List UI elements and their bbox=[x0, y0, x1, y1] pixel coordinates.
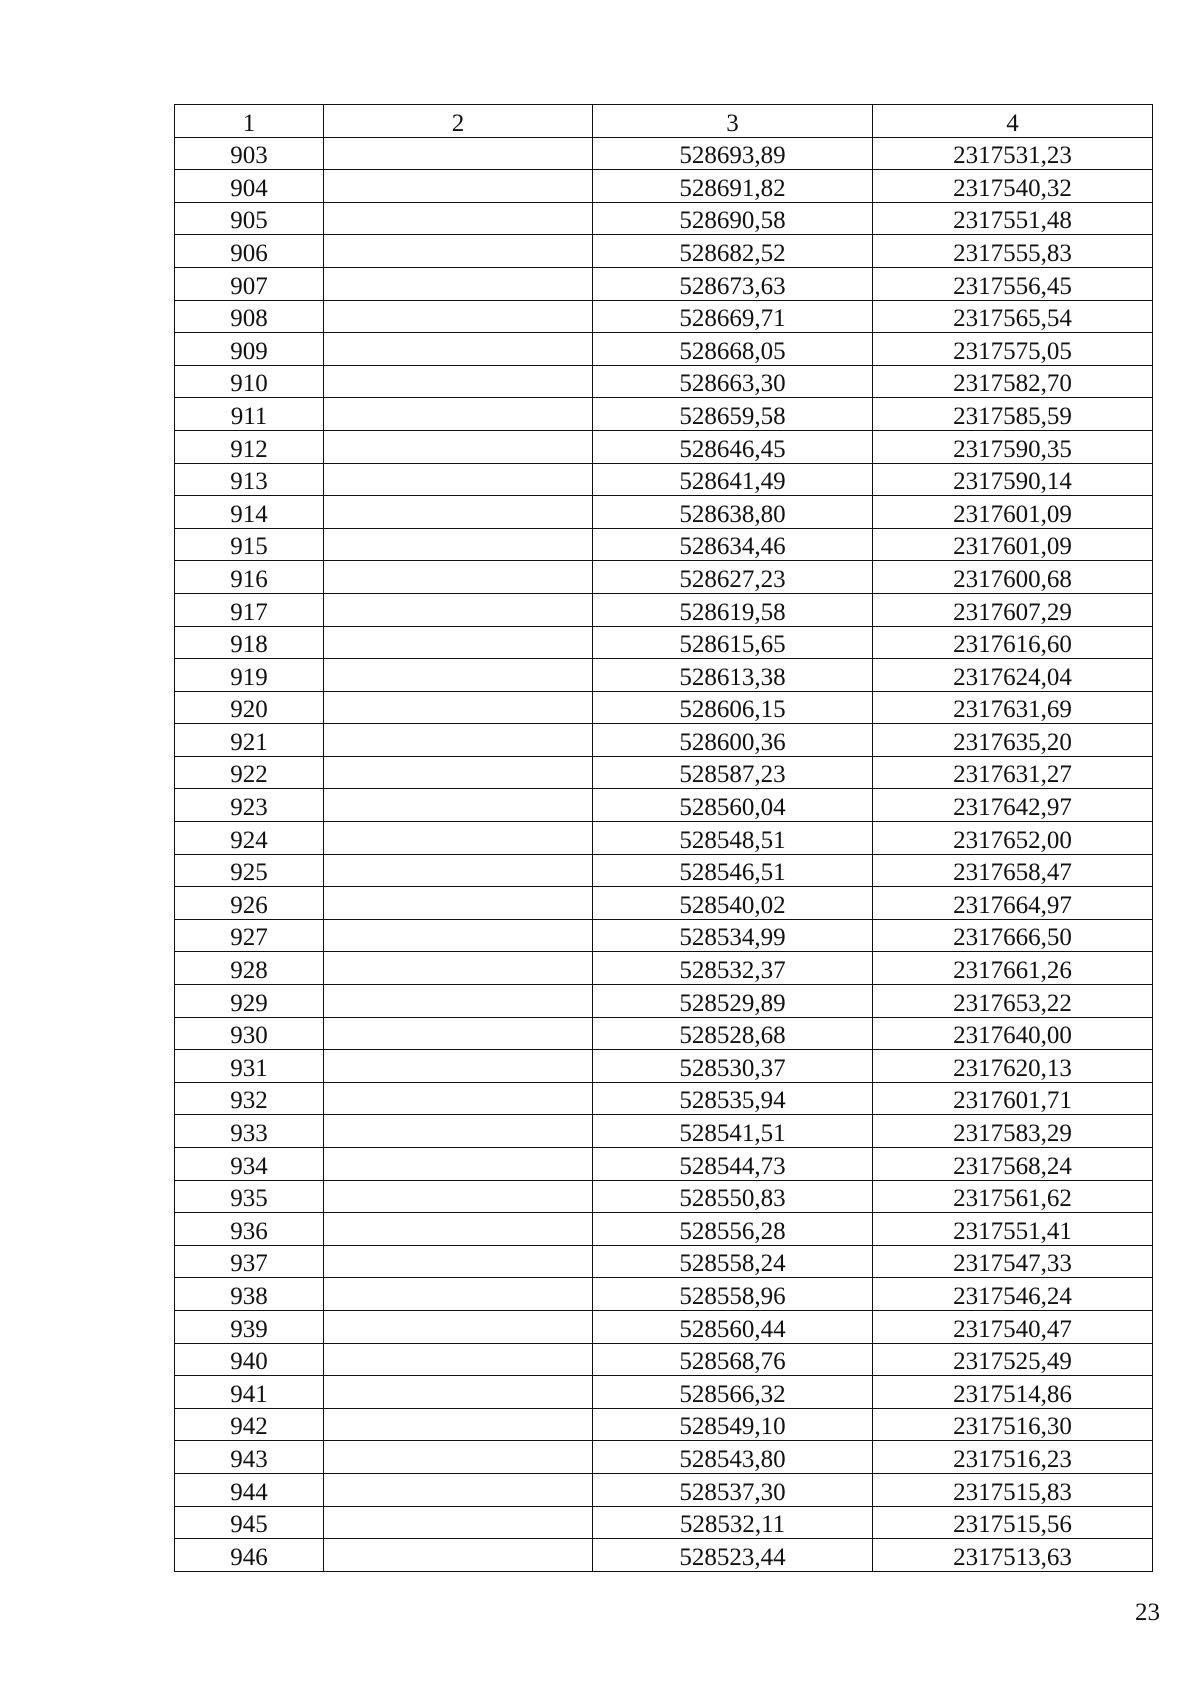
description-cell bbox=[324, 333, 593, 366]
y-coordinate-cell: 2317601,09 bbox=[873, 496, 1153, 529]
y-coordinate-cell: 2317582,70 bbox=[873, 365, 1153, 398]
description-cell bbox=[324, 365, 593, 398]
description-cell bbox=[324, 528, 593, 561]
y-coordinate-cell: 2317653,22 bbox=[873, 985, 1153, 1018]
x-coordinate-cell: 528541,51 bbox=[593, 1115, 873, 1148]
y-coordinate-cell: 2317664,97 bbox=[873, 887, 1153, 920]
y-coordinate-cell: 2317642,97 bbox=[873, 789, 1153, 822]
x-coordinate-cell: 528535,94 bbox=[593, 1082, 873, 1115]
table-row bbox=[175, 1310, 1153, 1343]
x-coordinate-cell: 528587,23 bbox=[593, 756, 873, 789]
table-row bbox=[175, 887, 1153, 920]
point-number-cell: 914 bbox=[175, 496, 324, 529]
x-coordinate-cell: 528556,28 bbox=[593, 1213, 873, 1246]
y-coordinate-cell: 2317624,04 bbox=[873, 659, 1153, 692]
point-number-cell: 908 bbox=[175, 300, 324, 333]
x-coordinate-cell: 528537,30 bbox=[593, 1473, 873, 1506]
table-row bbox=[175, 822, 1153, 855]
point-number-cell: 939 bbox=[175, 1310, 324, 1343]
x-coordinate-cell: 528543,80 bbox=[593, 1441, 873, 1474]
description-cell bbox=[324, 1148, 593, 1181]
x-coordinate-cell: 528669,71 bbox=[593, 300, 873, 333]
point-number-cell: 913 bbox=[175, 463, 324, 496]
x-coordinate-cell: 528550,83 bbox=[593, 1180, 873, 1213]
page-number: 23 bbox=[1135, 1599, 1160, 1626]
y-coordinate-cell: 2317546,24 bbox=[873, 1278, 1153, 1311]
table-body bbox=[175, 137, 1153, 1571]
description-cell bbox=[324, 1278, 593, 1311]
description-cell bbox=[324, 1180, 593, 1213]
table-row bbox=[175, 985, 1153, 1018]
point-number-cell: 944 bbox=[175, 1473, 324, 1506]
y-coordinate-cell: 2317568,24 bbox=[873, 1148, 1153, 1181]
x-coordinate-cell: 528560,44 bbox=[593, 1310, 873, 1343]
point-number-cell: 923 bbox=[175, 789, 324, 822]
x-coordinate-cell: 528568,76 bbox=[593, 1343, 873, 1376]
description-cell bbox=[324, 854, 593, 887]
table-row bbox=[175, 919, 1153, 952]
y-coordinate-cell: 2317531,23 bbox=[873, 137, 1153, 170]
x-coordinate-cell: 528544,73 bbox=[593, 1148, 873, 1181]
description-cell bbox=[324, 463, 593, 496]
y-coordinate-cell: 2317590,35 bbox=[873, 430, 1153, 463]
table-row bbox=[175, 430, 1153, 463]
description-cell bbox=[324, 202, 593, 235]
header-row bbox=[175, 105, 1153, 138]
table-row bbox=[175, 1082, 1153, 1115]
point-number-cell: 938 bbox=[175, 1278, 324, 1311]
description-cell bbox=[324, 659, 593, 692]
point-number-cell: 922 bbox=[175, 756, 324, 789]
x-coordinate-cell: 528682,52 bbox=[593, 235, 873, 268]
description-cell bbox=[324, 756, 593, 789]
point-number-cell: 921 bbox=[175, 724, 324, 757]
description-cell bbox=[324, 300, 593, 333]
table-row bbox=[175, 1408, 1153, 1441]
y-coordinate-cell: 2317661,26 bbox=[873, 952, 1153, 985]
point-number-cell: 928 bbox=[175, 952, 324, 985]
description-cell bbox=[324, 789, 593, 822]
table-row bbox=[175, 952, 1153, 985]
x-coordinate-cell: 528641,49 bbox=[593, 463, 873, 496]
y-coordinate-cell: 2317635,20 bbox=[873, 724, 1153, 757]
table-row bbox=[175, 365, 1153, 398]
table-row bbox=[175, 202, 1153, 235]
table-row bbox=[175, 1473, 1153, 1506]
point-number-cell: 911 bbox=[175, 398, 324, 431]
description-cell bbox=[324, 822, 593, 855]
table-row bbox=[175, 235, 1153, 268]
description-cell bbox=[324, 1310, 593, 1343]
y-coordinate-cell: 2317551,48 bbox=[873, 202, 1153, 235]
x-coordinate-cell: 528540,02 bbox=[593, 887, 873, 920]
description-cell bbox=[324, 561, 593, 594]
y-coordinate-cell: 2317620,13 bbox=[873, 1050, 1153, 1083]
point-number-cell: 910 bbox=[175, 365, 324, 398]
point-number-cell: 909 bbox=[175, 333, 324, 366]
point-number-cell: 915 bbox=[175, 528, 324, 561]
y-coordinate-cell: 2317513,63 bbox=[873, 1539, 1153, 1572]
point-number-cell: 924 bbox=[175, 822, 324, 855]
point-number-cell: 920 bbox=[175, 691, 324, 724]
point-number-cell: 906 bbox=[175, 235, 324, 268]
point-number-cell: 905 bbox=[175, 202, 324, 235]
x-coordinate-cell: 528549,10 bbox=[593, 1408, 873, 1441]
x-coordinate-cell: 528691,82 bbox=[593, 170, 873, 203]
y-coordinate-cell: 2317640,00 bbox=[873, 1017, 1153, 1050]
x-coordinate-cell: 528558,96 bbox=[593, 1278, 873, 1311]
description-cell bbox=[324, 952, 593, 985]
y-coordinate-cell: 2317607,29 bbox=[873, 593, 1153, 626]
point-number-cell: 945 bbox=[175, 1506, 324, 1539]
x-coordinate-cell: 528673,63 bbox=[593, 267, 873, 300]
table-row bbox=[175, 1343, 1153, 1376]
point-number-cell: 907 bbox=[175, 267, 324, 300]
table-row bbox=[175, 691, 1153, 724]
point-number-cell: 925 bbox=[175, 854, 324, 887]
point-number-cell: 929 bbox=[175, 985, 324, 1018]
table-row bbox=[175, 1506, 1153, 1539]
description-cell bbox=[324, 1473, 593, 1506]
point-number-cell: 937 bbox=[175, 1245, 324, 1278]
table-row bbox=[175, 1245, 1153, 1278]
point-number-cell: 932 bbox=[175, 1082, 324, 1115]
point-number-cell: 936 bbox=[175, 1213, 324, 1246]
description-cell bbox=[324, 626, 593, 659]
x-coordinate-cell: 528546,51 bbox=[593, 854, 873, 887]
table-row bbox=[175, 1539, 1153, 1572]
description-cell bbox=[324, 267, 593, 300]
column-header-3: 3 bbox=[593, 105, 873, 138]
x-coordinate-cell: 528613,38 bbox=[593, 659, 873, 692]
column-header-2: 2 bbox=[324, 105, 593, 138]
description-cell bbox=[324, 1082, 593, 1115]
point-number-cell: 931 bbox=[175, 1050, 324, 1083]
description-cell bbox=[324, 1408, 593, 1441]
table-row bbox=[175, 626, 1153, 659]
point-number-cell: 946 bbox=[175, 1539, 324, 1572]
x-coordinate-cell: 528558,24 bbox=[593, 1245, 873, 1278]
point-number-cell: 941 bbox=[175, 1376, 324, 1409]
column-header-4: 4 bbox=[873, 105, 1153, 138]
table-row bbox=[175, 789, 1153, 822]
table-row bbox=[175, 496, 1153, 529]
point-number-cell: 926 bbox=[175, 887, 324, 920]
point-number-cell: 919 bbox=[175, 659, 324, 692]
y-coordinate-cell: 2317575,05 bbox=[873, 333, 1153, 366]
description-cell bbox=[324, 430, 593, 463]
point-number-cell: 904 bbox=[175, 170, 324, 203]
table-row bbox=[175, 1017, 1153, 1050]
description-cell bbox=[324, 235, 593, 268]
point-number-cell: 916 bbox=[175, 561, 324, 594]
description-cell bbox=[324, 1050, 593, 1083]
table-row bbox=[175, 1278, 1153, 1311]
y-coordinate-cell: 2317514,86 bbox=[873, 1376, 1153, 1409]
y-coordinate-cell: 2317565,54 bbox=[873, 300, 1153, 333]
table-row bbox=[175, 1050, 1153, 1083]
x-coordinate-cell: 528638,80 bbox=[593, 496, 873, 529]
table-row bbox=[175, 756, 1153, 789]
point-number-cell: 942 bbox=[175, 1408, 324, 1441]
point-number-cell: 934 bbox=[175, 1148, 324, 1181]
y-coordinate-cell: 2317652,00 bbox=[873, 822, 1153, 855]
y-coordinate-cell: 2317551,41 bbox=[873, 1213, 1153, 1246]
y-coordinate-cell: 2317658,47 bbox=[873, 854, 1153, 887]
description-cell bbox=[324, 724, 593, 757]
column-header-1: 1 bbox=[175, 105, 324, 138]
description-cell bbox=[324, 985, 593, 1018]
x-coordinate-cell: 528619,58 bbox=[593, 593, 873, 626]
description-cell bbox=[324, 691, 593, 724]
table-row bbox=[175, 333, 1153, 366]
description-cell bbox=[324, 398, 593, 431]
description-cell bbox=[324, 593, 593, 626]
x-coordinate-cell: 528646,45 bbox=[593, 430, 873, 463]
y-coordinate-cell: 2317515,56 bbox=[873, 1506, 1153, 1539]
x-coordinate-cell: 528659,58 bbox=[593, 398, 873, 431]
description-cell bbox=[324, 137, 593, 170]
x-coordinate-cell: 528663,30 bbox=[593, 365, 873, 398]
table-row bbox=[175, 267, 1153, 300]
table-row bbox=[175, 528, 1153, 561]
description-cell bbox=[324, 496, 593, 529]
y-coordinate-cell: 2317590,14 bbox=[873, 463, 1153, 496]
table-row bbox=[175, 593, 1153, 626]
x-coordinate-cell: 528693,89 bbox=[593, 137, 873, 170]
x-coordinate-cell: 528534,99 bbox=[593, 919, 873, 952]
description-cell bbox=[324, 887, 593, 920]
point-number-cell: 927 bbox=[175, 919, 324, 952]
table-row bbox=[175, 1115, 1153, 1148]
x-coordinate-cell: 528615,65 bbox=[593, 626, 873, 659]
description-cell bbox=[324, 1017, 593, 1050]
table-row bbox=[175, 561, 1153, 594]
point-number-cell: 935 bbox=[175, 1180, 324, 1213]
y-coordinate-cell: 2317515,83 bbox=[873, 1473, 1153, 1506]
y-coordinate-cell: 2317631,27 bbox=[873, 756, 1153, 789]
point-number-cell: 903 bbox=[175, 137, 324, 170]
point-number-cell: 943 bbox=[175, 1441, 324, 1474]
y-coordinate-cell: 2317540,32 bbox=[873, 170, 1153, 203]
x-coordinate-cell: 528530,37 bbox=[593, 1050, 873, 1083]
x-coordinate-cell: 528634,46 bbox=[593, 528, 873, 561]
table-row bbox=[175, 170, 1153, 203]
y-coordinate-cell: 2317600,68 bbox=[873, 561, 1153, 594]
y-coordinate-cell: 2317561,62 bbox=[873, 1180, 1153, 1213]
y-coordinate-cell: 2317601,09 bbox=[873, 528, 1153, 561]
table-row bbox=[175, 137, 1153, 170]
table-row bbox=[175, 1376, 1153, 1409]
point-number-cell: 918 bbox=[175, 626, 324, 659]
x-coordinate-cell: 528560,04 bbox=[593, 789, 873, 822]
coordinates-table bbox=[174, 104, 1153, 1572]
point-number-cell: 933 bbox=[175, 1115, 324, 1148]
x-coordinate-cell: 528566,32 bbox=[593, 1376, 873, 1409]
description-cell bbox=[324, 1376, 593, 1409]
x-coordinate-cell: 528529,89 bbox=[593, 985, 873, 1018]
description-cell bbox=[324, 1245, 593, 1278]
table-row bbox=[175, 659, 1153, 692]
y-coordinate-cell: 2317631,69 bbox=[873, 691, 1153, 724]
table-header bbox=[175, 105, 1153, 138]
y-coordinate-cell: 2317516,30 bbox=[873, 1408, 1153, 1441]
y-coordinate-cell: 2317585,59 bbox=[873, 398, 1153, 431]
x-coordinate-cell: 528548,51 bbox=[593, 822, 873, 855]
table-row bbox=[175, 724, 1153, 757]
table-row bbox=[175, 1148, 1153, 1181]
description-cell bbox=[324, 1213, 593, 1246]
table-row bbox=[175, 1213, 1153, 1246]
y-coordinate-cell: 2317556,45 bbox=[873, 267, 1153, 300]
table-row bbox=[175, 300, 1153, 333]
description-cell bbox=[324, 1506, 593, 1539]
table-row bbox=[175, 854, 1153, 887]
x-coordinate-cell: 528690,58 bbox=[593, 202, 873, 235]
table-row bbox=[175, 1180, 1153, 1213]
point-number-cell: 940 bbox=[175, 1343, 324, 1376]
x-coordinate-cell: 528523,44 bbox=[593, 1539, 873, 1572]
description-cell bbox=[324, 1441, 593, 1474]
x-coordinate-cell: 528627,23 bbox=[593, 561, 873, 594]
description-cell bbox=[324, 170, 593, 203]
point-number-cell: 917 bbox=[175, 593, 324, 626]
table-row bbox=[175, 1441, 1153, 1474]
y-coordinate-cell: 2317616,60 bbox=[873, 626, 1153, 659]
y-coordinate-cell: 2317555,83 bbox=[873, 235, 1153, 268]
description-cell bbox=[324, 1539, 593, 1572]
x-coordinate-cell: 528606,15 bbox=[593, 691, 873, 724]
x-coordinate-cell: 528532,11 bbox=[593, 1506, 873, 1539]
y-coordinate-cell: 2317583,29 bbox=[873, 1115, 1153, 1148]
point-number-cell: 930 bbox=[175, 1017, 324, 1050]
description-cell bbox=[324, 1115, 593, 1148]
x-coordinate-cell: 528528,68 bbox=[593, 1017, 873, 1050]
table-row bbox=[175, 398, 1153, 431]
y-coordinate-cell: 2317666,50 bbox=[873, 919, 1153, 952]
x-coordinate-cell: 528532,37 bbox=[593, 952, 873, 985]
x-coordinate-cell: 528600,36 bbox=[593, 724, 873, 757]
y-coordinate-cell: 2317525,49 bbox=[873, 1343, 1153, 1376]
point-number-cell: 912 bbox=[175, 430, 324, 463]
y-coordinate-cell: 2317540,47 bbox=[873, 1310, 1153, 1343]
x-coordinate-cell: 528668,05 bbox=[593, 333, 873, 366]
description-cell bbox=[324, 1343, 593, 1376]
table-row bbox=[175, 463, 1153, 496]
y-coordinate-cell: 2317547,33 bbox=[873, 1245, 1153, 1278]
y-coordinate-cell: 2317601,71 bbox=[873, 1082, 1153, 1115]
description-cell bbox=[324, 919, 593, 952]
y-coordinate-cell: 2317516,23 bbox=[873, 1441, 1153, 1474]
